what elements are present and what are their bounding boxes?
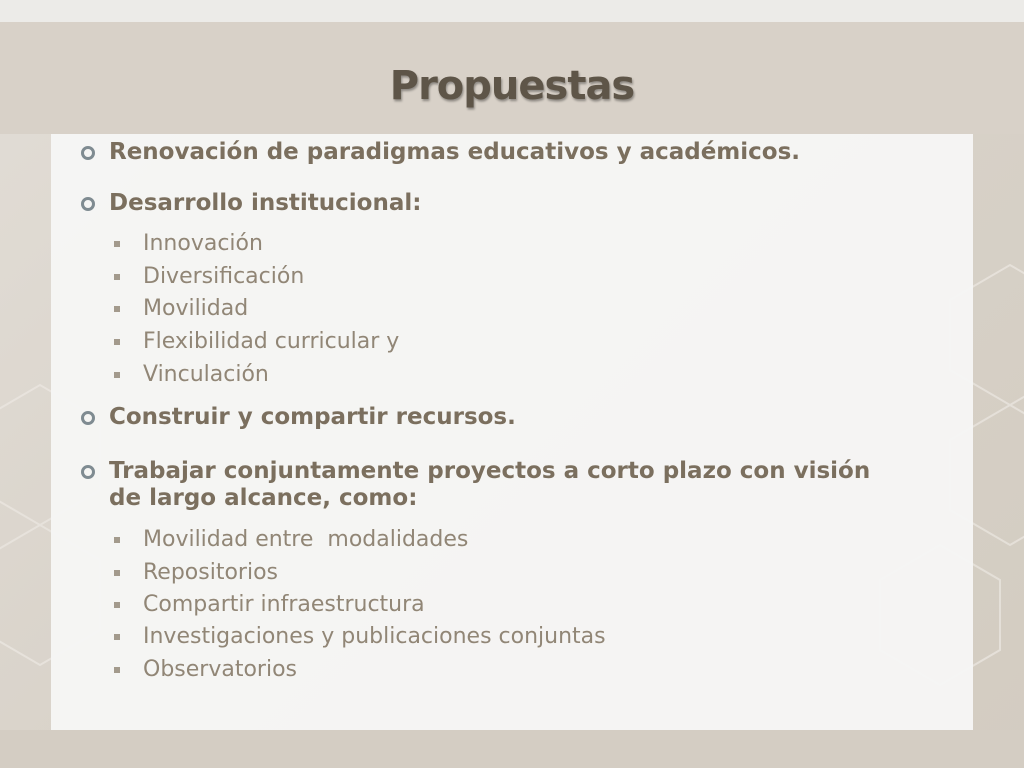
square-bullet-icon [114, 634, 120, 640]
sub-bullet-text: Innovación [143, 231, 263, 256]
top-strip [0, 0, 1024, 22]
square-bullet-icon [114, 372, 120, 378]
sub-bullet-item [143, 360, 923, 390]
bullet-item [109, 458, 929, 512]
square-bullet-icon [114, 339, 120, 345]
content-panel [51, 134, 973, 730]
sub-bullet-item [143, 294, 923, 324]
circle-bullet-icon [81, 197, 95, 211]
sub-bullet-text: Flexibilidad curricular y [143, 329, 400, 354]
sub-bullet-text: Diversificación [143, 264, 305, 289]
sub-bullet-text: Vinculación [143, 362, 269, 387]
bullet-text: Desarrollo institucional: [109, 190, 422, 216]
sub-bullet-text: Observatorios [143, 657, 297, 682]
sub-bullet-text: Movilidad entre modalidades [143, 527, 469, 552]
sub-bullet-item [143, 590, 923, 620]
sub-bullet-text: Compartir infraestructura [143, 592, 425, 617]
circle-bullet-icon [81, 146, 95, 160]
square-bullet-icon [114, 570, 120, 576]
square-bullet-icon [114, 602, 120, 608]
sub-bullet-item [143, 229, 923, 259]
slide-title: Propuestas [389, 63, 635, 109]
sub-bullet-text: Repositorios [143, 560, 278, 585]
circle-bullet-icon [81, 411, 95, 425]
sub-bullet-item [143, 525, 923, 555]
bottom-band [0, 730, 1024, 768]
square-bullet-icon [114, 537, 120, 543]
sub-bullet-text: Movilidad [143, 296, 249, 321]
bullet-item [109, 190, 929, 217]
square-bullet-icon [114, 667, 120, 673]
sub-bullet-item [143, 558, 923, 588]
bullet-text-line-2: de largo alcance, como: [109, 485, 418, 511]
bullet-text: Construir y compartir recursos. [109, 404, 516, 430]
sub-bullet-item [143, 622, 923, 652]
sub-bullet-item [143, 262, 923, 292]
bullet-item [109, 404, 929, 431]
sub-bullet-item [143, 327, 923, 357]
bullet-text: Renovación de paradigmas educativos y académicos. [109, 139, 801, 165]
square-bullet-icon [114, 241, 120, 247]
bullet-text-line-1: Trabajar conjuntamente proyectos a corto plazo con visión [109, 458, 871, 484]
square-bullet-icon [114, 274, 120, 280]
sub-bullet-text: Investigaciones y publicaciones conjuntas [143, 624, 606, 649]
square-bullet-icon [114, 306, 120, 312]
bullet-item [109, 139, 929, 166]
circle-bullet-icon [81, 465, 95, 479]
sub-bullet-item [143, 655, 923, 685]
